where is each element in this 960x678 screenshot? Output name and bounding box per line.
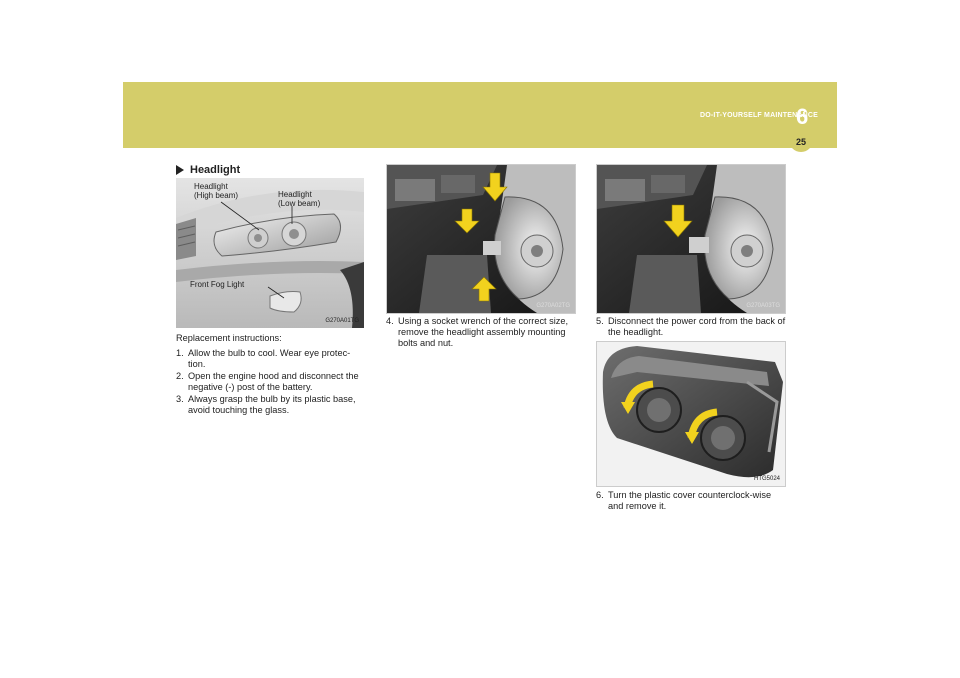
- heading-text: Headlight: [190, 164, 241, 176]
- power-cord-illustration: [597, 165, 785, 313]
- headlight-rear-illustration: [597, 342, 785, 486]
- figure-code: HTG5024: [753, 476, 780, 482]
- figure-mounting-bolts: [386, 164, 576, 314]
- step-text: Open the engine hood and disconnect the negative (-) post of the battery.: [188, 371, 359, 392]
- callout-fog-light: Front Fog Light: [190, 280, 245, 289]
- step-text: Allow the bulb to cool. Wear eye protec-tion.: [188, 348, 351, 369]
- step-number: 2.: [176, 371, 184, 381]
- page-number: 25: [795, 137, 806, 147]
- step-number: 6.: [596, 490, 604, 500]
- callout-high-beam-line1: Headlight: [194, 182, 228, 191]
- callout-high-beam: [194, 182, 238, 200]
- instructions-column-3b: [596, 490, 786, 513]
- section-title: DO-IT-YOURSELF MAINTENANCE: [700, 112, 818, 119]
- section-heading: [176, 164, 240, 176]
- step-number: 5.: [596, 316, 604, 326]
- callout-low-beam-line2: (Low beam): [278, 199, 321, 208]
- instructions-column-2: [386, 316, 576, 350]
- figure-car-front: [176, 178, 364, 328]
- step-3: [176, 394, 366, 416]
- step-6: [596, 490, 786, 512]
- page-number-tab: [789, 134, 813, 152]
- triangle-bullet-icon: [176, 165, 184, 175]
- step-text: Disconnect the power cord from the back of the headlight.: [608, 316, 786, 337]
- step-number: 1.: [176, 348, 184, 358]
- step-text: Turn the plastic cover counterclock-wise and remove it.: [608, 490, 772, 511]
- step-text: Using a socket wrench of the correct size, remove the headlight assembly mounting bolts and nut.: [398, 316, 569, 348]
- chapter-number: 6: [796, 104, 809, 129]
- callout-low-beam-line1: Headlight: [278, 190, 312, 199]
- step-text: Always grasp the bulb by its plastic base, avoid touching the glass.: [188, 394, 356, 415]
- step-number: 4.: [386, 316, 394, 326]
- callout-high-beam-line2: (High beam): [194, 191, 239, 200]
- step-1: [176, 348, 366, 370]
- intro-text: Replacement instructions:: [176, 333, 282, 343]
- step-4: [386, 316, 576, 349]
- figure-plastic-cover: [596, 341, 786, 487]
- figure-code: G270A03TG: [746, 303, 780, 309]
- step-5: [596, 316, 786, 338]
- callout-low-beam: [278, 190, 320, 208]
- car-front-illustration: [176, 178, 364, 328]
- step-2: [176, 371, 366, 393]
- instructions-column-3a: [596, 316, 786, 339]
- instructions-column-1: [176, 333, 366, 417]
- step-number: 3.: [176, 394, 184, 404]
- figure-code: G270A02TG: [536, 303, 570, 309]
- engine-bay-illustration: [387, 165, 575, 313]
- figure-power-cord: [596, 164, 786, 314]
- figure-code: G270A01TG: [325, 318, 359, 324]
